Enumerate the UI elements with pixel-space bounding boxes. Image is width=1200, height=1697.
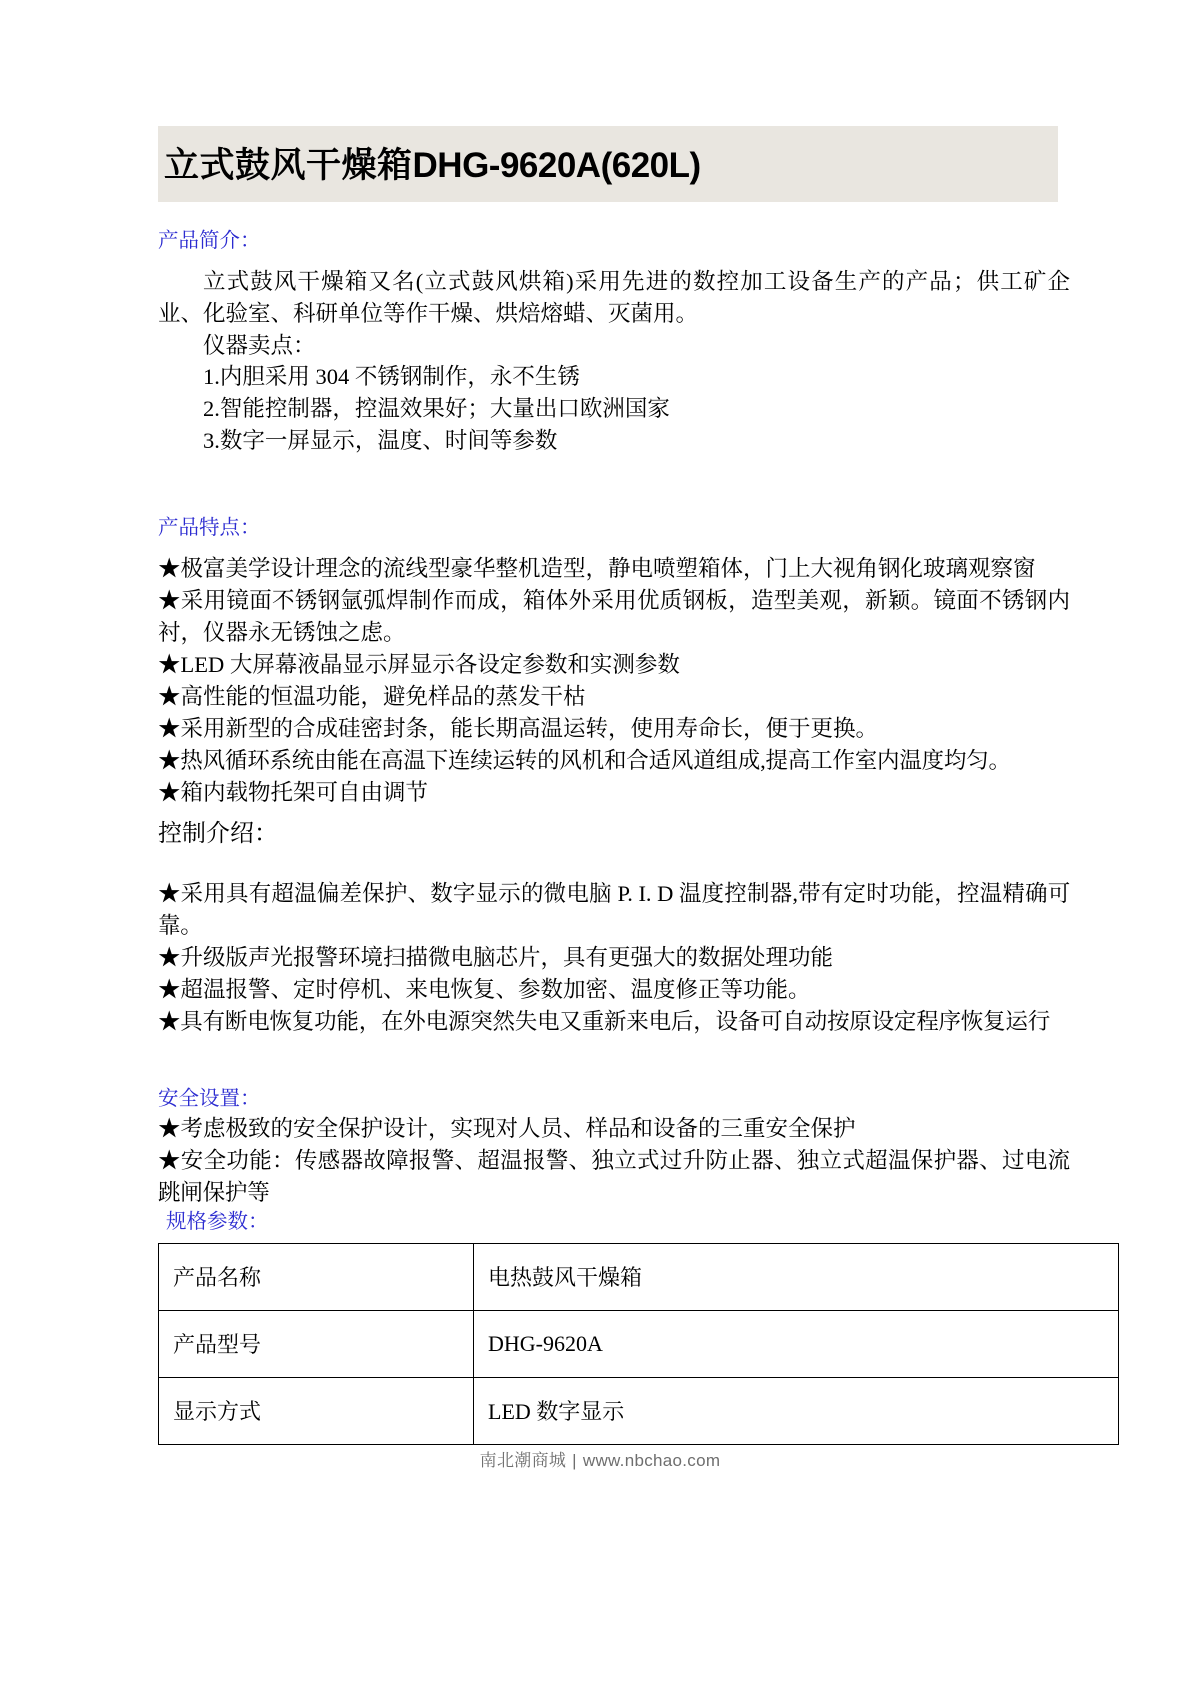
table-cell-key: 显示方式	[159, 1377, 474, 1444]
list-item: ★极富美学设计理念的流线型豪华整机造型，静电喷塑箱体，门上大视角钢化玻璃观察窗	[158, 555, 1036, 581]
section-heading-intro: 产品简介：	[158, 230, 261, 252]
page-title	[158, 126, 1058, 202]
list-item: ★超温报警、定时停机、来电恢复、参数加密、温度修正等功能。	[158, 976, 811, 1002]
section-heading-control: 控制介绍：	[158, 821, 278, 848]
list-item: ★LED 大屏幕液晶显示屏显示各设定参数和实测参数	[158, 651, 680, 677]
list-item: ★热风循环系统由能在高温下连续运转的风机和合适风道组成,提高工作室内温度均匀。	[158, 747, 1011, 773]
table-cell-key: 产品名称	[159, 1243, 474, 1310]
table-cell-value: DHG-9620A	[474, 1310, 1119, 1377]
list-item: 1.内胆采用 304 不锈钢制作，永不生锈	[203, 364, 580, 390]
list-item: 3.数字一屏显示，温度、时间等参数	[203, 428, 558, 454]
list-item: ★升级版声光报警环境扫描微电脑芯片，具有更强大的数据处理功能	[158, 944, 834, 970]
list-item: ★高性能的恒温功能，避免样品的蒸发干枯	[158, 683, 586, 709]
list-item: ★安全功能：传感器故障报警、超温报警、独立式过升防止器、独立式超温保护器、过电流跳闸保护等	[158, 1148, 1070, 1206]
footer-site-name: 南北潮商城	[479, 1451, 567, 1470]
spec-table	[158, 1243, 1119, 1445]
page-title-model: DHG-9620A(620L)	[412, 146, 701, 185]
list-item: ★采用具有超温偏差保护、数字显示的微电脑 P. I. D 温度控制器,带有定时功能，控温精确可靠。	[158, 881, 1070, 938]
table-cell-value: 电热鼓风干燥箱	[474, 1243, 1119, 1310]
list-item: ★采用镜面不锈钢氩弧焊制作而成，箱体外采用优质钢板，造型美观，新颖。镜面不锈钢内衬，仪器永无锈蚀之虑。	[158, 587, 1070, 645]
page-title-cn: 立式鼓风干燥箱	[164, 146, 413, 185]
table-row	[159, 1243, 1119, 1310]
section-heading-features: 产品特点：	[158, 517, 261, 540]
list-item: ★具有断电恢复功能，在外电源突然失电又重新来电后，设备可自动按原设定程序恢复运行	[158, 1008, 1051, 1034]
table-row	[159, 1377, 1119, 1444]
table-row	[159, 1310, 1119, 1377]
table-cell-value: LED 数字显示	[474, 1377, 1119, 1444]
section-heading-specs: 规格参数：	[166, 1211, 269, 1234]
table-cell-key: 产品型号	[159, 1310, 474, 1377]
footer-separator: |	[572, 1451, 577, 1470]
selling-points-label: 仪器卖点：	[203, 332, 316, 358]
list-item: ★箱内载物托架可自由调节	[158, 779, 429, 805]
page-footer	[0, 1446, 1200, 1471]
list-item: ★采用新型的合成硅密封条，能长期高温运转，使用寿命长，便于更换。	[158, 715, 879, 741]
footer-url[interactable]: www.nbchao.com	[582, 1451, 721, 1470]
intro-paragraph: 立式鼓风干燥箱又名(立式鼓风烘箱)采用先进的数控加工设备生产的产品；供工矿企业、化验室、科研单位等作干燥、烘焙熔蜡、灭菌用。	[158, 268, 1070, 326]
list-item: 2.智能控制器，控温效果好；大量出口欧洲国家	[203, 396, 670, 422]
list-item: ★考虑极致的安全保护设计，实现对人员、样品和设备的三重安全保护	[158, 1116, 856, 1142]
section-heading-safety: 安全设置：	[158, 1087, 261, 1110]
document-content	[158, 0, 1070, 1445]
